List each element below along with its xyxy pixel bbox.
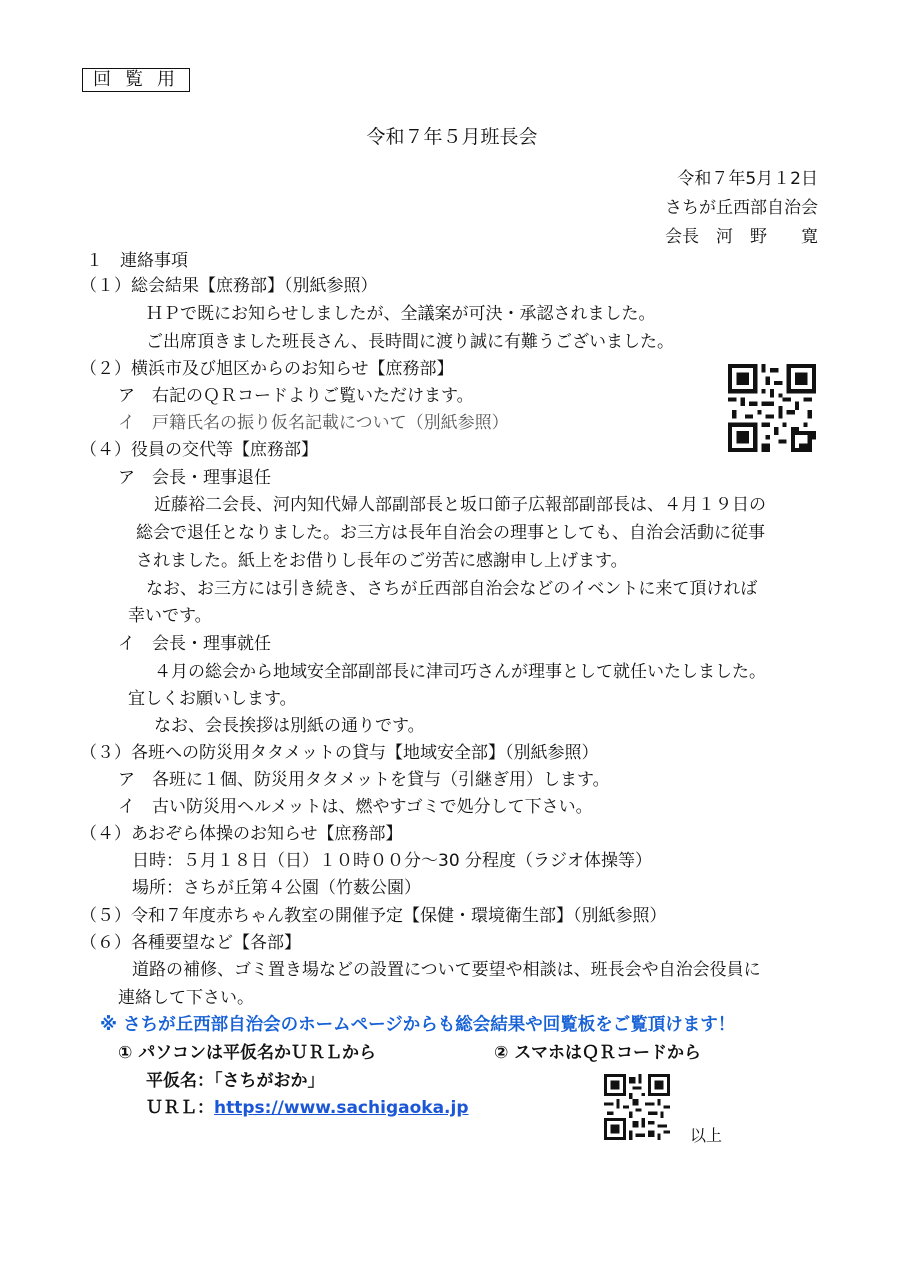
organization-name: さちが丘西部自治会 — [665, 198, 818, 218]
pc-access-label: ① パソコンは平仮名かＵＲＬから — [118, 1043, 376, 1063]
body-text: 連絡して下さい。 — [118, 988, 254, 1008]
author-name: 会長 河 野 寛 — [665, 227, 818, 247]
body-text: なお、会長挨拶は別紙の通りです。 — [154, 716, 425, 736]
body-text: ４月の総会から地域安全部副部長に津司巧さんが理事として就任いたしました。 — [154, 662, 766, 682]
item-heading: （３）各班への防災用タタメットの貸与【地域安全部】（別紙参照） — [80, 743, 599, 763]
body-text: 幸いです。 — [128, 606, 212, 626]
body-text: 場所：さちが丘第４公園（竹薮公園） — [132, 878, 421, 898]
homepage-link[interactable]: https://www.sachigaoka.jp — [214, 1098, 469, 1118]
sub-item: イ 会長・理事就任 — [118, 634, 271, 654]
sub-item: イ 古い防災用ヘルメットは、燃やすゴミで処分して下さい。 — [118, 797, 593, 817]
body-text: 近藤裕二会長、河内知代婦人部副部長と坂口節子広報部副部長は、４月１９日の — [154, 495, 766, 515]
document-title: 令和７年５月班長会 — [366, 126, 538, 148]
body-text: 宜しくお願いします。 — [128, 689, 297, 709]
item-heading: （６）各種要望など【各部】 — [80, 933, 301, 953]
qr-code-icon — [604, 1074, 670, 1140]
sub-item: イ 戸籍氏名の振り仮名記載について（別紙参照） — [118, 413, 509, 433]
item-heading: （１）総会結果【庶務部】（別紙参照） — [80, 276, 378, 296]
body-text: なお、お三方には引き続き、さちが丘西部自治会などのイベントに来て頂ければ — [146, 579, 758, 599]
hiragana-label: 平仮名：「さちがおか」 — [146, 1071, 325, 1091]
body-text: ご出席頂きました班長さん、長時間に渡り誠に有難うございました。 — [146, 332, 675, 352]
item-heading: （４）役員の交代等【庶務部】 — [80, 440, 318, 460]
url-label: ＵＲＬ： — [146, 1098, 214, 1118]
issue-date: 令和７年5月１2日 — [677, 169, 818, 189]
item-heading: （５）令和７年度赤ちゃん教室の開催予定【保健・環境衛生部】（別紙参照） — [80, 906, 667, 926]
sub-item: ア 右記のＱＲコードよりご覧いただけます。 — [118, 386, 474, 406]
qr-code-icon — [728, 364, 816, 452]
body-text: されました。紙上をお借りし長年のご労苦に感謝申し上げます。 — [136, 551, 628, 571]
item-heading: （２）横浜市及び旭区からのお知らせ【庶務部】 — [80, 359, 454, 379]
section-heading: １ 連絡事項 — [86, 251, 188, 271]
closing-mark: 以上 — [690, 1126, 723, 1145]
smartphone-access-label: ② スマホはＱＲコードから — [494, 1043, 701, 1063]
item-heading: （４）あおぞら体操のお知らせ【庶務部】 — [80, 824, 403, 844]
url-line — [146, 1100, 469, 1117]
body-text: 道路の補修、ゴミ置き場などの設置について要望や相談は、班長会や自治会役員に — [132, 960, 761, 980]
sub-item: ア 会長・理事退任 — [118, 468, 271, 488]
body-text: 日時：５月１８日（日）１０時００分～30 分程度（ラジオ体操等） — [132, 851, 653, 871]
body-text: ＨＰで既にお知らせしましたが、全議案が可決・承認されました。 — [146, 304, 656, 324]
sub-item: ア 各班に１個、防災用タタメットを貸与（引継ぎ用）します。 — [118, 770, 610, 790]
kairan-label: 回覧用 — [93, 69, 189, 90]
kairan-box — [82, 68, 190, 92]
body-text: 総会で退任となりました。お三方は長年自治会の理事としても、自治会活動に従事 — [136, 523, 765, 543]
homepage-notice: ※ さちが丘西部自治会のホームページからも総会結果や回覧板をご覧頂けます！ — [100, 1015, 736, 1035]
